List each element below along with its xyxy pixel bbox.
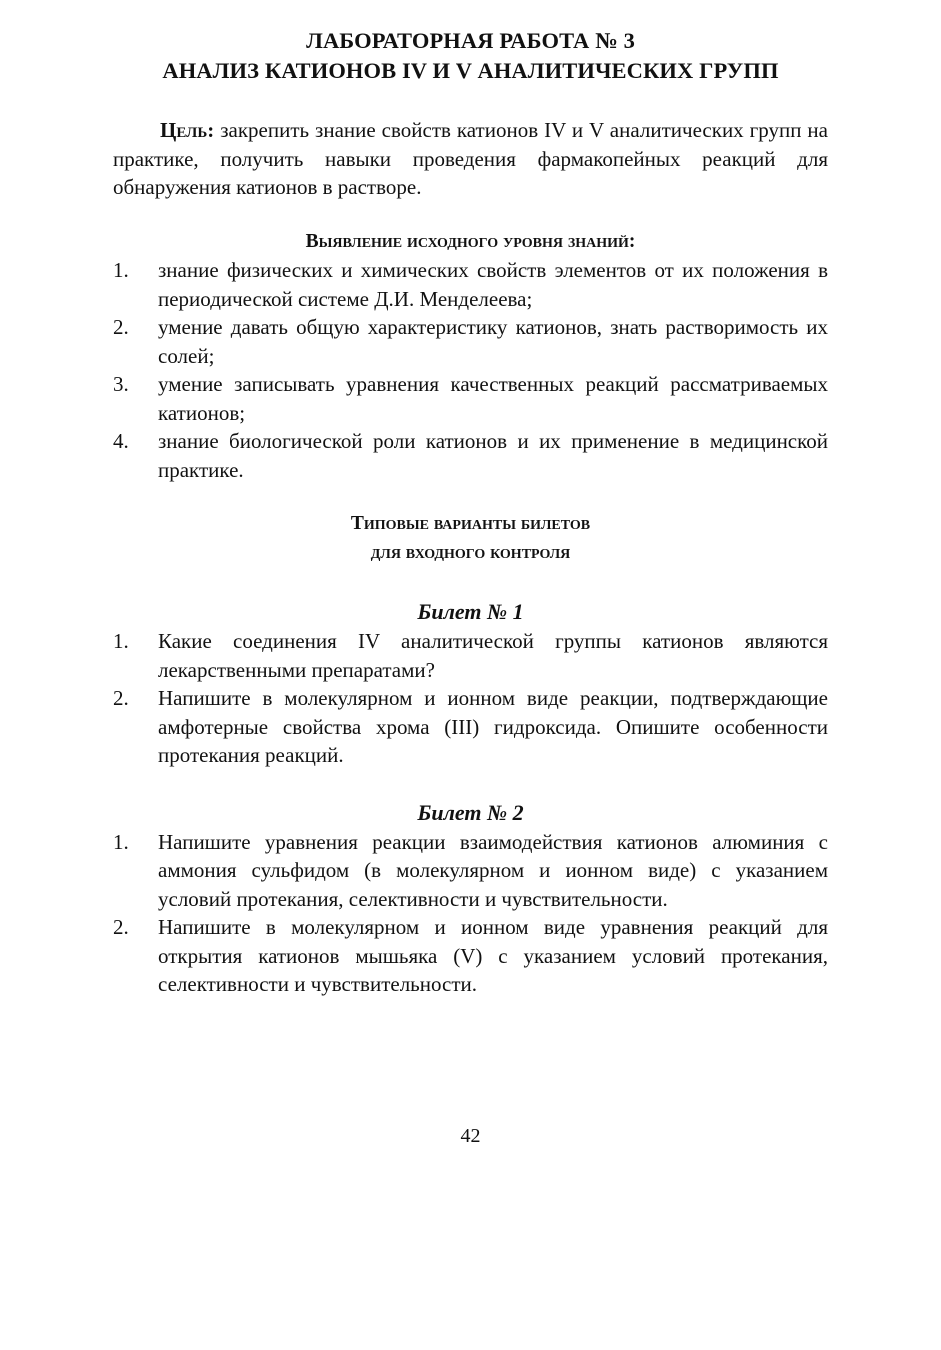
item-text: Напишите в молекулярном и ионном виде уравнения реакций для открытия катионов мышьяка (V) с указанием условий протекания, селективности и чувствительности. (158, 915, 828, 996)
ticket-1-list (113, 627, 828, 770)
page-title (113, 26, 828, 86)
knowledge-heading: Выявление исходного уровня знаний: (305, 230, 636, 252)
item-text: знание физических и химических свойств элементов от их положения в периодической системе Д.И. Менделеева; (158, 258, 828, 311)
title-line-2: АНАЛИЗ КАТИОНОВ IV И V АНАЛИТИЧЕСКИХ ГРУПП (162, 58, 779, 83)
item-number: 1. (113, 829, 129, 854)
list-item (113, 256, 828, 313)
knowledge-list (113, 256, 828, 484)
item-number: 1. (113, 258, 129, 282)
page-content (113, 26, 828, 999)
ticket-1-title: Билет № 1 (417, 599, 524, 624)
variants-heading-line-1: Типовые варианты билетов (350, 513, 591, 534)
item-number: 1. (113, 629, 129, 653)
item-text: Напишите в молекулярном и ионном виде реакции, подтверждающие амфотерные свойства хрома (III) гидроксида. Опишите особенности протекания реакций. (158, 686, 828, 767)
item-text: Какие соединения IV аналитической группы катионов являются лекарственными препаратами? (158, 629, 828, 682)
ticket-2-list (113, 828, 828, 999)
list-item (113, 684, 828, 770)
item-number: 2. (113, 315, 129, 339)
title-line-1: ЛАБОРАТОРНАЯ РАБОТА № 3 (306, 28, 635, 53)
variants-heading-line-2: для входного контроля (370, 541, 571, 563)
item-number: 4. (113, 429, 129, 453)
item-text: умение давать общую характеристику катионов, знать растворимость их солей; (158, 315, 828, 368)
list-item (113, 370, 828, 427)
page-number: 42 (460, 1125, 481, 1147)
list-item (113, 313, 828, 370)
item-text: умение записывать уравнения качественных реакций рассматриваемых катионов; (158, 372, 828, 425)
ticket-2-title: Билет № 2 (417, 799, 524, 825)
list-item (113, 627, 828, 684)
item-number: 2. (113, 915, 129, 939)
goal-text: закрепить знание свойств катионов IV и V аналитических групп на практике, получить навыки проведения фармакопейных реакций для обнаружения катионов в растворе. (113, 118, 828, 199)
variants-heading (113, 510, 828, 567)
list-item (113, 427, 828, 484)
goal-label: Цель: (160, 118, 215, 142)
list-item (113, 913, 828, 999)
item-text: знание биологической роли катионов и их применение в медицинской практике. (158, 429, 828, 482)
list-item (113, 828, 828, 914)
goal-paragraph (113, 116, 828, 202)
item-text: Напишите уравнения реакции взаимодействия катионов алюминия с аммония сульфидом (в молекулярном и ионном виде) с указанием условий протекания, селективности и чувствительности. (158, 829, 828, 911)
item-number: 2. (113, 686, 129, 710)
item-number: 3. (113, 372, 129, 396)
